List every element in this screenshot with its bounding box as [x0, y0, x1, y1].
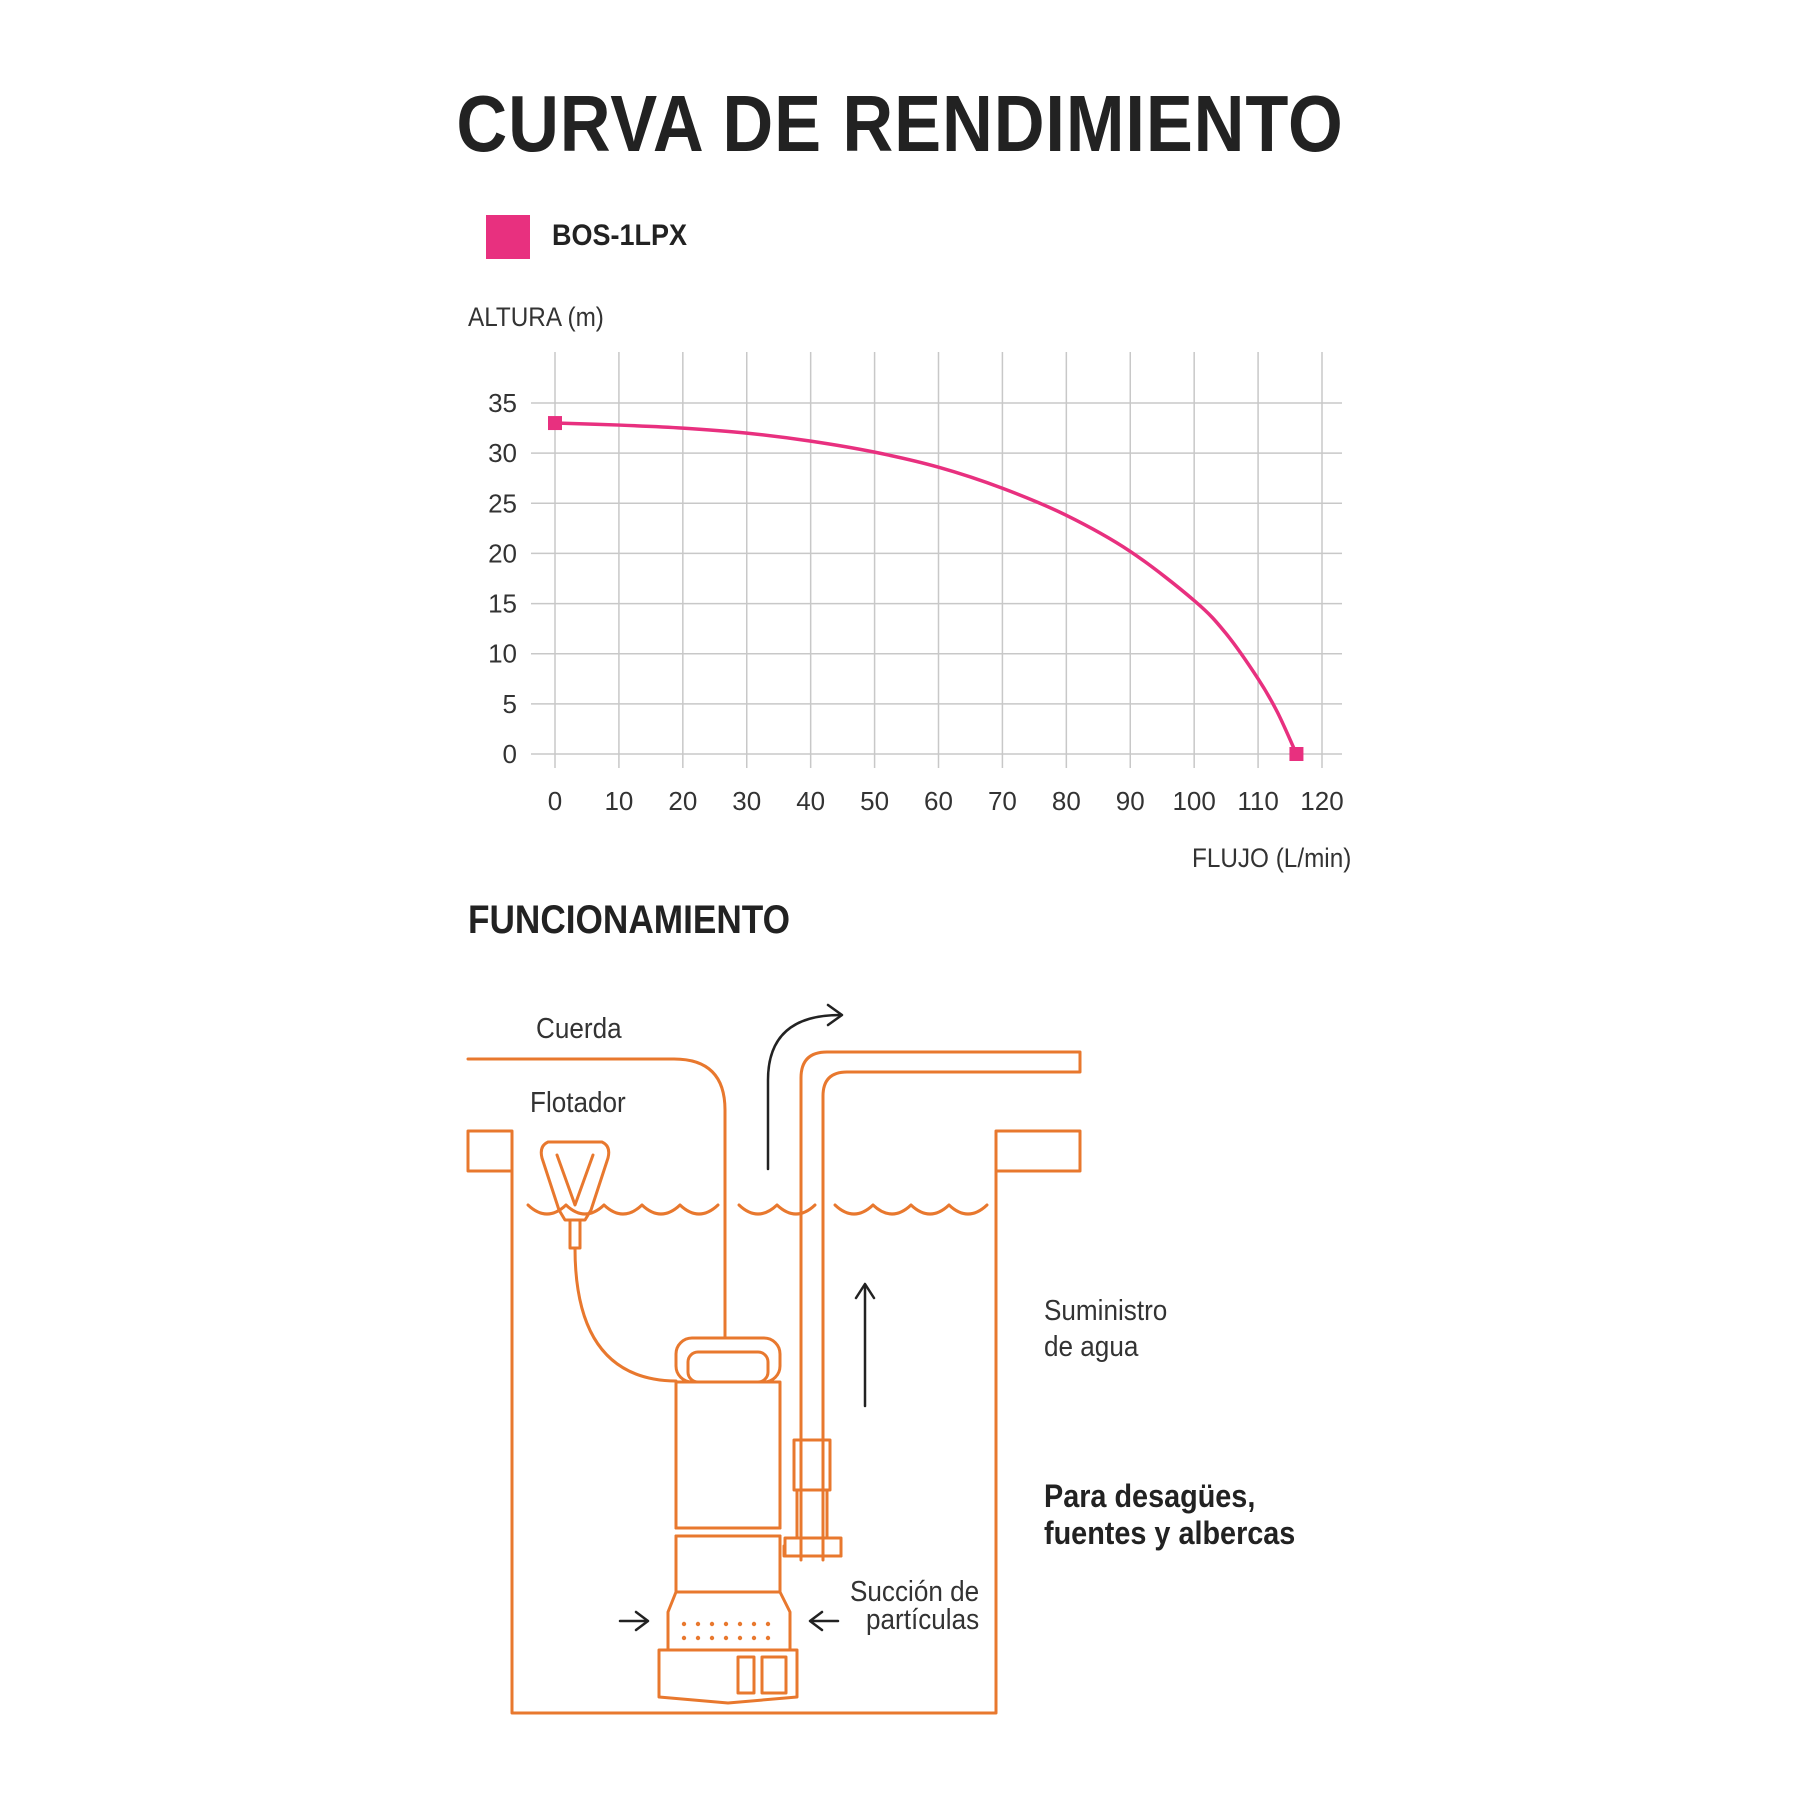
float-stem	[570, 1220, 580, 1248]
x-tick-label: 70	[987, 786, 1017, 816]
section-title-funcionamiento: FUNCIONAMIENTO	[468, 898, 791, 942]
label-cuerda: Cuerda	[536, 1013, 622, 1045]
x-axis-label: FLUJO (L/min)	[1192, 843, 1352, 873]
x-tick-label: 60	[924, 786, 953, 816]
x-tick-label: 40	[796, 786, 826, 816]
x-tick-label: 10	[604, 786, 634, 816]
pump-intake	[668, 1592, 790, 1650]
discharge-pipe	[801, 1052, 1080, 1560]
water-waves-mid	[739, 1205, 815, 1214]
label-suministro-line1: Suministro	[1044, 1295, 1168, 1327]
label-uso-line2: fuentes y albercas	[1044, 1515, 1296, 1551]
x-tick-label: 90	[1115, 786, 1145, 816]
x-tick-label: 120	[1300, 786, 1344, 816]
x-tick-label: 100	[1172, 786, 1216, 816]
pump-motor	[676, 1382, 780, 1528]
y-tick-label: 35	[488, 388, 517, 418]
x-tick-label: 0	[547, 786, 563, 816]
intake-holes	[682, 1622, 770, 1640]
pipe-base	[785, 1538, 841, 1556]
label-suministro	[1044, 1293, 1167, 1365]
y-tick-label: 20	[488, 538, 517, 569]
x-tick-label: 50	[860, 786, 890, 816]
pipe-outlet	[784, 1546, 841, 1556]
x-tick-label: 110	[1237, 786, 1279, 816]
label-flotador: Flotador	[530, 1087, 626, 1119]
pump-base-window-2	[762, 1657, 786, 1693]
x-tick-label: 80	[1051, 786, 1081, 816]
label-succion-line2: partículas	[865, 1604, 980, 1636]
water-waves-right	[835, 1205, 987, 1214]
tank-outline	[468, 1131, 1080, 1713]
label-uso	[1044, 1478, 1295, 1552]
y-tick-label: 30	[488, 438, 517, 469]
flow-out-arrow	[768, 1015, 840, 1169]
label-uso-line1: Para desagües,	[1044, 1478, 1256, 1514]
y-tick-label: 10	[488, 638, 517, 669]
pump-lower-body	[676, 1536, 780, 1592]
x-tick-label: 20	[668, 786, 698, 816]
pump-handle-inner	[688, 1352, 768, 1382]
label-succion	[850, 1578, 979, 1634]
y-tick-label: 0	[502, 739, 517, 769]
float-inner	[557, 1155, 593, 1205]
page-title: CURVA DE RENDIMIENTO	[456, 79, 1344, 168]
pipe-coupling	[794, 1440, 830, 1490]
y-tick-label: 5	[502, 688, 517, 719]
legend-label: BOS-1LPX	[552, 219, 688, 252]
pump-handle	[676, 1338, 780, 1382]
y-tick-label: 25	[488, 488, 517, 519]
y-tick-label: 15	[488, 588, 517, 619]
label-succion-line1: Succión de	[850, 1576, 980, 1608]
x-tick-label: 30	[732, 786, 762, 816]
label-suministro-line2: de agua	[1044, 1331, 1139, 1363]
pump-base-window-1	[738, 1657, 754, 1693]
float-cable	[575, 1248, 676, 1381]
y-axis-label: ALTURA (m)	[468, 302, 604, 332]
